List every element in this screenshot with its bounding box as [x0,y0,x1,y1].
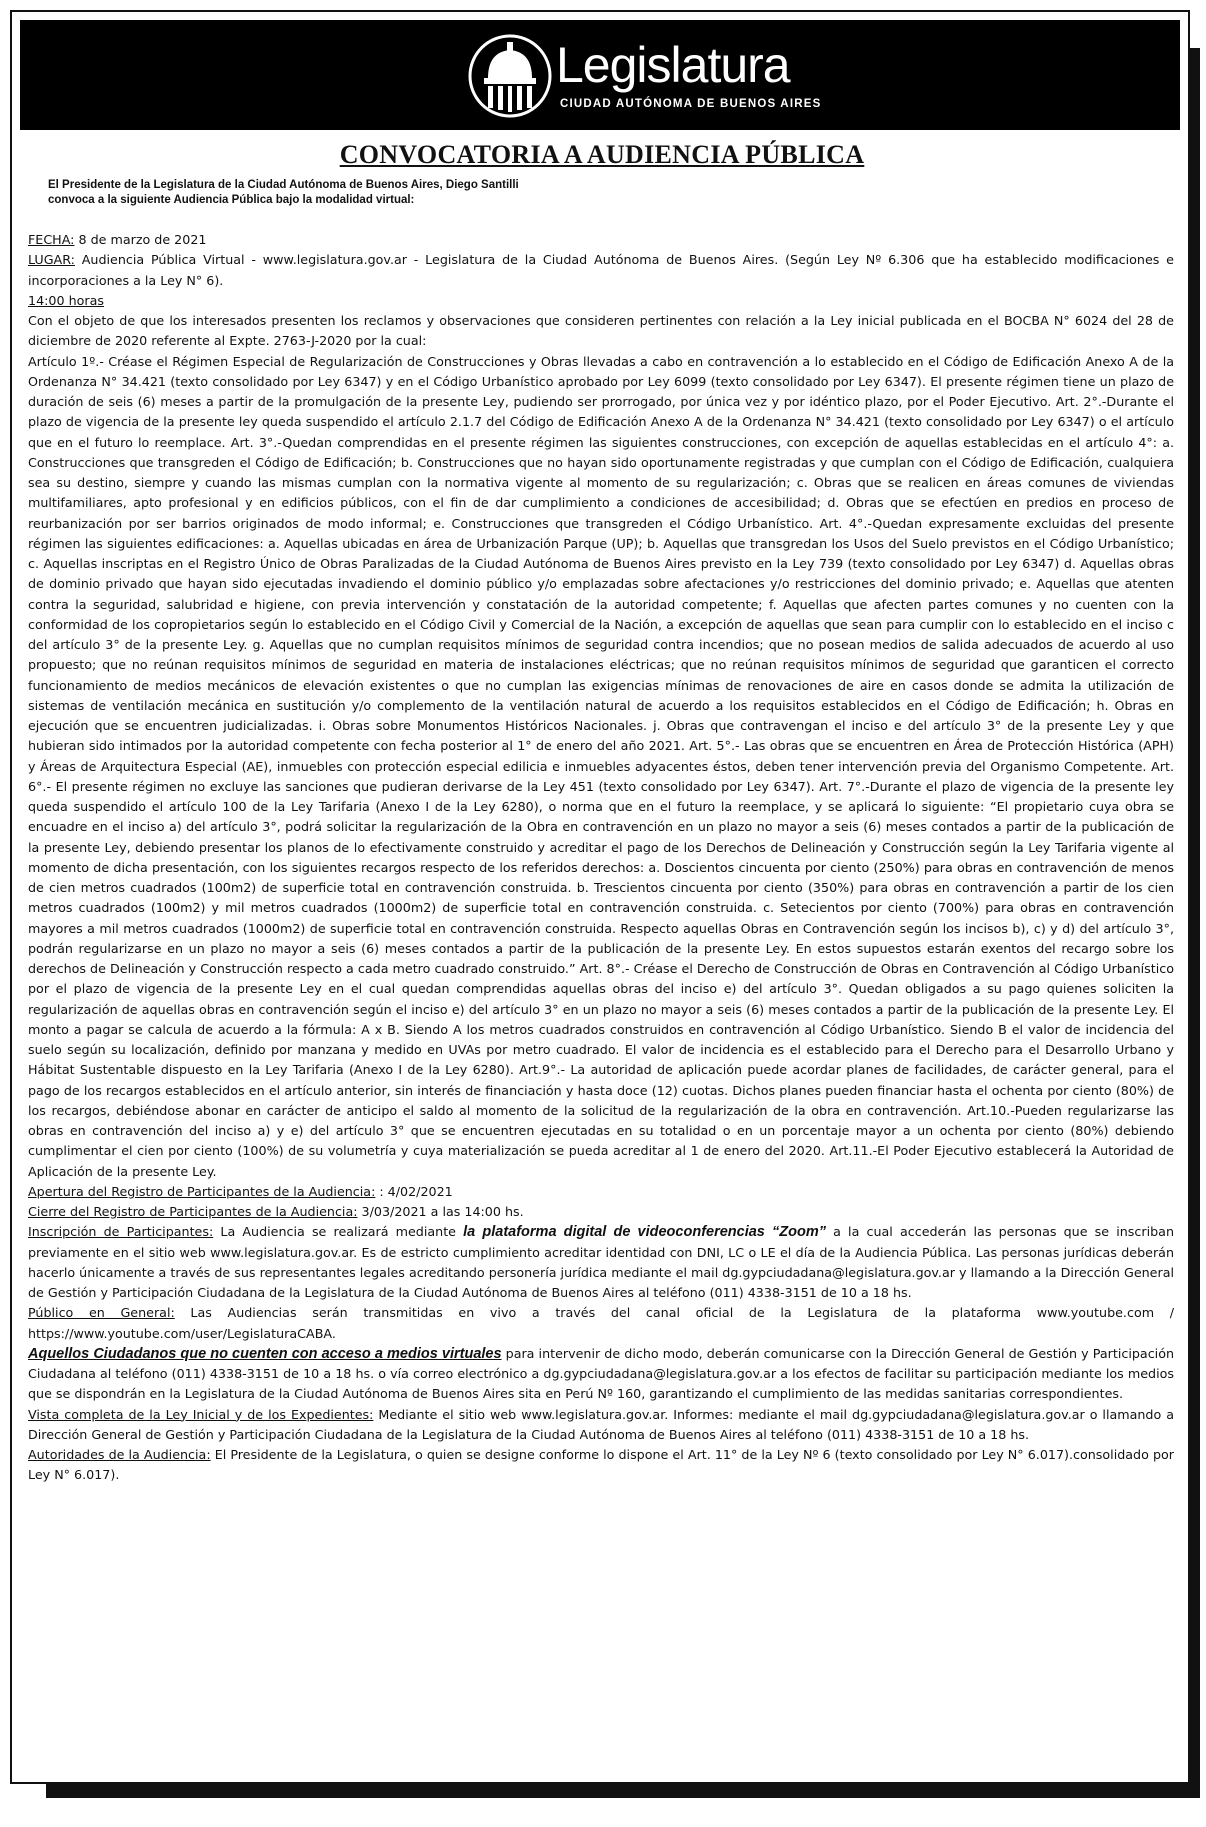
cierre-line [28,1202,1174,1222]
fecha-line [28,230,1174,250]
notice-frame [10,10,1190,1784]
apertura-line [28,1182,1174,1202]
notice-body [28,230,1174,1486]
ley-texto-paragraph: Artículo 1º.- Créase el Régimen Especial de Regularización de Construcciones y Obras llevadas a cabo en contravención a lo establecido en el Código de Edificación Anexo A de la Ordenanza N° 34.421 (texto consolidado por Ley 6347) y en el Código Urbanístico aprobado por Ley 6099 (texto consolidado por Ley 6347). El presente régimen tiene un plazo de duración de seis (6) meses a partir de la promulgación de la presente Ley, pudiendo ser prorrogado, por única vez y por idéntico plazo, por el Poder Ejecutivo. Art. 2°.-Durante el plazo de vigencia de la presente ley queda suspendido el artículo 2.1.7 del Código de Edificación Anexo A de la Ordenanza N° 34.421 (texto consolidado por Ley 6347) o el artículo que en el futuro lo reemplace. Art. 3°.-Quedan comprendidas en el presente régimen las siguientes construcciones, con excepción de aquellas establecidas en el artículo 4°: a. Construcciones que transgreden el Código de Edificación; b. Construcciones que no hayan sido oportunamente registradas y que cumplan con el Código de Edificación, cualquiera sea su destino, siempre y cuando las mismas cumplan con la normativa vigente al momento de su regularización; c. Obras que se realicen en áreas comunes de viviendas multifamiliares, apto profesional y en edificios públicos, con el fin de dar cumplimiento a condiciones de accesibilidad; d. Obras que se efectúen en predios en proceso de reurbanización por ser barrios originados de modo informal; e. Construcciones que transgreden el Código Urbanístico. Art. 4°.-Quedan expresamente excluidas del presente régimen las siguientes edificaciones: a. Aquellas ubicadas en área de Urbanización Parque (UP); b. Aquellas que transgredan los Usos del Suelo previstos en el Código Urbanístico; c. Aquellas inscriptas en el Registro Único de Obras Paralizadas de la Ciudad Autónoma de Buenos Aires previsto en la Ley 739 (texto consolidado por Ley 6347) d. Aquellas obras de dominio privado que hayan sido ejecutadas invadiendo el dominio público y/o emplazadas sobre afectaciones y/o restricciones del dominio privado; e. Aquellas que atenten contra la seguridad, salubridad e higiene, con previa intervención y constatación de la autoridad competente; f. Aquellas que afecten partes comunes y no cuenten con la conformidad de los copropietarios según lo establecido en el Código Civil y Comercial de la Nación, a excepción de aquellas que sean para cumplir con lo establecido en el inciso c del artículo 3° de la presente Ley. g. Aquellas que no cumplan requisitos mínimos de seguridad contra incendios; que no posean medios de salida adecuados de acuerdo al uso propuesto; que no reúnan requisitos mínimos de seguridad en materia de instalaciones eléctricas; que no reúnan requisitos mínimos de seguridad que garanticen el correcto funcionamiento de medios mecánicos de elevación existentes o que no cumplan las exigencias mínimas de renovaciones de aire en casos donde se admita la utilización de sistemas de ventilación mecánica en sustitución y/o complemento de la ventilación natural de acuerdo a los requisitos establecidos en el Código de Edificación; h. Obras en ejecución que se encuentren judicializadas. i. Obras sobre Monumentos Históricos Nacionales. j. Obras que contravengan el inciso e del artículo 3° de la presente Ley y que hubieran sido intimados por la autoridad competente con fecha posterior al 1° de enero del año 2021. Art. 5°.- Las obras que se encuentren en Área de Protección Histórica (APH) y Áreas de Arquitectura Especial (AE), inmuebles con protección especial edilicia e inmuebles adyacentes éstos, deben tener intervención previa del Organismo Competente. Art. 6°.- El presente régimen no excluye las sanciones que pudieran derivarse de la Ley 451 (texto consolidado por Ley 6347). Art. 7°.-Durante el plazo de vigencia de la presente ley queda suspendido el artículo 100 de la Ley Tarifaria (Anexo I de la Ley 6280), o norma que en el futuro la reemplace, y se aplicará lo siguiente: “El propietario cuya obra se encuadre en el inciso a) del artículo 3°, podrá solicitar la regularización de la Obra en contravención en un plazo no mayor a seis (6) meses contados a partir de la publicación de la presente Ley, debiendo presentar los planos de lo efectivamente construido y acreditar el pago de los Derechos de Delineación y Construcción según la Ley Tarifaria vigente al momento de dicha presentación, con los siguientes recargos respecto de los referidos derechos: a. Doscientos cincuenta por ciento (250%) para obras en contravención de menos de cien metros cuadrados (100m2) de superficie total en contravención construida. b. Trescientos cincuenta por ciento (350%) para obras en contravención a partir de los cien metros cuadrados (100m2) y mil metros cuadrados (1000m2) de superficie total en contravención construida. c. Setecientos por ciento (700%) para obras en contravención mayores a mil metros cuadrados (1000m2) de superficie total en contravención construida. Respecto aquellas Obras en Contravención según los incisos b), c) y d) del artículo 3°, podrán regularizarse en un plazo no mayor a seis (6) meses contados a partir de la publicación de la presente Ley. En estos supuestos estarán exentos del recargo sobre los derechos de Delineación y Construcción respecto a cada metro cuadrado construido.” Art. 8°.- Créase el Derecho de Construcción de Obras en Contravención al Código Urbanístico por el plazo de vigencia de la presente Ley en el cual quedan comprendidas aquellas obras del inciso e) del artículo 3°. Quedan obligados a su pago quienes soliciten la regularización de aquellas obras en contravención según el inciso e) del artículo 3° en un plazo no mayor a seis (6) meses contados a partir de la publicación de la presente Ley. El monto a pagar se calcula de acuerdo a la fórmula: A x B. Siendo A los metros cuadrados construidos en contravención al Código Urbanístico. Siendo B el valor de incidencia del suelo según su localización, definido por manzana y medido en UVAs por metro cuadrado. El valor de incidencia es el establecido para el Derecho para el Desarrollo Urbano y Hábitat Sustentable dispuesto en la Ley Tarifaria (Anexo I de la Ley 6280). Art.9°.- La autoridad de aplicación puede acordar planes de facilidades, de carácter general, para el pago de los recargos establecidos en el artículo anterior, sin interés de financiación y hasta doce (12) cuotas. Dichos planes pueden financiar hasta el ochenta por ciento (80%) de los recargos, debiéndose abonar en carácter de anticipo el saldo al momento de la solicitud de la regularización de la obra en contravención. Art.10.-Pueden regularizarse las obras en contravención del inciso a) y e) del artículo 3° que se encuentren ejecutadas en su totalidad o en un porcentaje mayor a un ochenta por ciento (80%) debiendo cumplimentar el cien por ciento (100%) de su volumetría y cuya materialización se pueda acreditar al 1 de enero del 2020. Art.11.-El Poder Ejecutivo establecerá la Autoridad de Aplicación de la presente Ley. [28,353,1174,1179]
inscripcion-label: Inscripción de Participantes: [28,1224,214,1240]
sin-acceso-label: Aquellos Ciudadanos que no cuenten con acceso a medios virtuales [28,1345,502,1362]
vista-label: Vista completa de la Ley Inicial y de los Expedientes: [28,1406,374,1422]
header-banner [20,20,1180,130]
sin-acceso-value: para intervenir de dicho modo, deberán comunicarse con la Dirección General de Gestión y Participación Ciudadana al teléfono (011) 4338-3151 de 10 a 18 hs. o vía correo electrónico a dg.gypciudadana@legislatura.gov.ar a los efectos de facilitar su participación mediante los medios que se dispondrán en la Legislatura de la Ciudad Autónoma de Buenos Aires sita en Perú Nº 160, garantizando el cumplimiento de las medidas sanitarias correspondientes. [28,1345,1174,1402]
publico-value: Las Audiencias serán transmitidas en vivo a través del canal oficial de la Legislatura de la plataforma www.youtube.com / https://www.youtube.com/user/LegislaturaCABA. [28,1305,1174,1341]
hora-line [28,291,1174,311]
sin-acceso-paragraph [28,1344,1174,1405]
vista-paragraph [28,1405,1174,1446]
autoridades-value: El Presidente de la Legislatura, o quien se designe conforme lo dispone el Art. 11° de la Ley Nº 6 (texto consolidado por Ley N° 6.017).consolidado por Ley N° 6.017). [28,1447,1174,1483]
page-title: CONVOCATORIA A AUDIENCIA PÚBLICA [339,140,865,169]
intro-text [48,178,608,208]
autoridades-label: Autoridades de la Audiencia: [28,1447,211,1462]
inscripcion-text-2: a la cual accederán las personas que se inscriban previamente en el sitio web www.legislatura.gov.ar. Es de estricto cumplimiento acreditar identidad con DNI, LC o LE el día de la Audiencia Pública. Las personas jurídicas deberán hacerlo únicamente a través de sus representantes legales acreditando personería jurídica mediante el mail dg.gypciudadana@legislatura.gov.ar y llamando a la Dirección General de Gestión y Participación Ciudadana de la Legislatura de la Ciudad Autónoma de Buenos Aires al teléfono (011) 4338-3151 de 10 a 18 hs. [28,1224,1174,1300]
publico-paragraph [28,1303,1174,1344]
apertura-label: Apertura del Registro de Participantes de la Audiencia: [28,1183,376,1199]
inscripcion-paragraph [28,1222,1174,1303]
cierre-value: 3/03/2021 a las 14:00 hs. [357,1204,524,1219]
logo-wordmark: Legislatura [556,37,790,93]
capitol-dome-icon [468,34,552,118]
lugar-line [28,250,1174,291]
inscripcion-text-1: La Audiencia se realizará mediante [213,1224,464,1240]
hora-value: 14:00 horas [28,292,105,308]
fecha-value: 8 de marzo de 2021 [74,232,207,247]
inscripcion-highlight: la plataforma digital de videoconferencias “Zoom” [463,1224,826,1241]
cierre-label: Cierre del Registro de Participantes de la Audiencia: [28,1204,358,1219]
fecha-label: FECHA: [28,232,75,247]
objeto-paragraph: Con el objeto de que los interesados presenten los reclamos y observaciones que consideren pertinentes con relación a la Ley inicial publicada en el BOCBA N° 6024 del 28 de diciembre de 2020 referente al Expte. 2763-J-2020 por la cual: [28,313,1174,349]
vista-value: Mediante el sitio web www.legislatura.gov.ar. Informes: mediante el mail dg.gypciudadana@legislatura.gov.ar o llamando a Dirección General de Gestión y Participación Ciudadana de la Legislatura de la Ciudad Autónoma de Buenos Aires al teléfono (011) 4338-3151 de 10 a 18 hs. [28,1406,1174,1442]
autoridades-paragraph [28,1445,1174,1486]
lugar-value: Audiencia Pública Virtual - www.legislatura.gov.ar - Legislatura de la Ciudad Autónoma de Buenos Aires. (Según Ley Nº 6.306 que ha establecido modificaciones e incorporaciones a la Ley N° 6). [28,252,1174,288]
apertura-value: : 4/02/2021 [375,1183,453,1199]
logo-subtitle: CIUDAD AUTÓNOMA DE BUENOS AIRES [560,98,822,110]
lugar-label: LUGAR: [28,252,75,268]
publico-label: Público en General: [28,1305,175,1321]
intro-line-1: El Presidente de la Legislatura de la Ciudad Autónoma de Buenos Aires, Diego Santilli [48,179,519,191]
intro-line-2: convoca a la siguiente Audiencia Pública bajo la modalidad virtual: [48,194,415,206]
